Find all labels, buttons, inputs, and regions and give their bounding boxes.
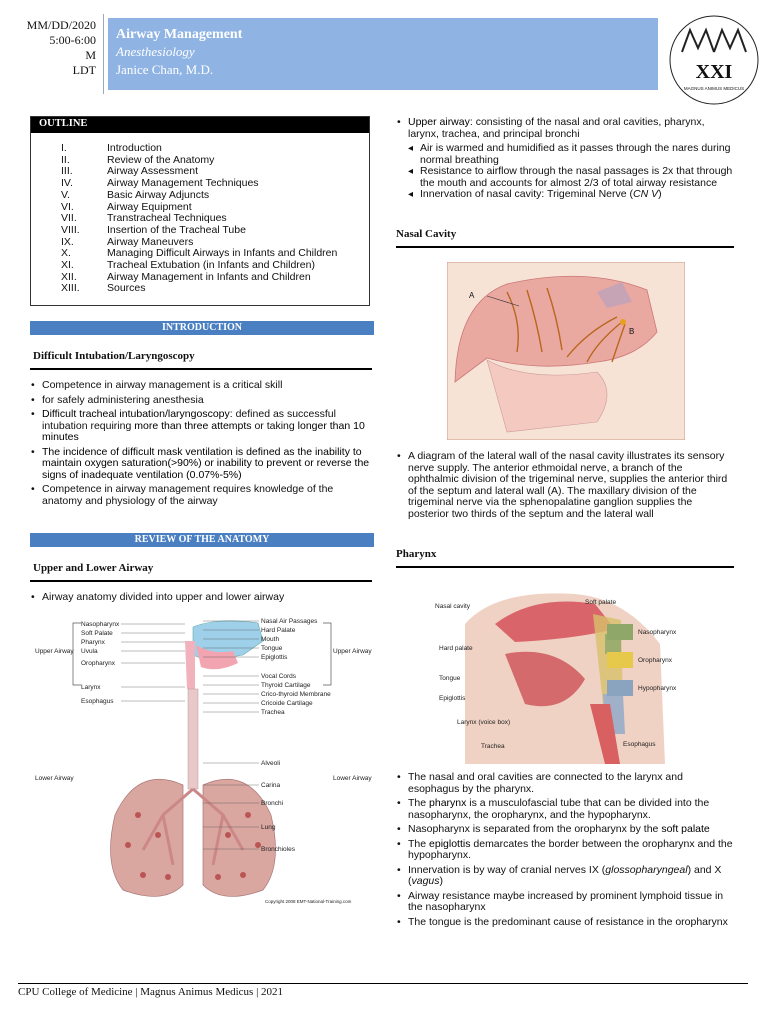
nasal-cavity-figure <box>447 262 685 440</box>
lecture-date: MM/DD/2020 <box>26 18 96 32</box>
anatomy-label: Crico-thyroid Membrane <box>261 691 331 698</box>
outline-item-text: Introduction <box>107 142 162 154</box>
outline-item-number: VIII. <box>61 223 80 236</box>
label-trachea: Trachea <box>481 743 505 750</box>
anatomy-label: Nasal Air Passages <box>261 618 318 625</box>
legend-hypopharynx: Hypopharynx <box>638 685 677 692</box>
outline-item-text: Sources <box>107 282 146 295</box>
anatomy-label: Tongue <box>261 645 283 652</box>
heading-rule <box>396 246 734 248</box>
label-epiglottis: Epiglottis <box>439 695 466 702</box>
heading-pharynx: Pharynx <box>396 548 437 560</box>
list-item: • The pharynx is a musculofascial tube that can be divided into the nasopharynx, the oropharynx, and the hypopharynx. <box>396 798 736 821</box>
legend-oropharynx: Oropharynx <box>638 657 672 664</box>
outline-item-number: II. <box>61 153 70 166</box>
list-item: • Airway resistance maybe increased by prominent lymphoid tissue in the nasopharynx <box>396 891 736 914</box>
outline-title: OUTLINE <box>31 117 369 133</box>
upper-airway-label-left: Upper Airway <box>35 648 74 655</box>
label-b: B <box>629 327 635 336</box>
svg-text:MAGNUS ANIMUS MEDICUS: MAGNUS ANIMUS MEDICUS <box>683 86 745 91</box>
anatomy-bullets <box>30 592 372 607</box>
heading-upper-lower-airway: Upper and Lower Airway <box>33 562 154 574</box>
list-item: • Innervation is by way of cranial nerves IX (glossopharyngeal) and X (vagus) <box>396 865 736 888</box>
pharynx-figure <box>425 584 695 764</box>
title-banner <box>108 18 658 90</box>
list-item: • Competence in airway management requires knowledge of the anatomy and physiology of the airway <box>30 484 372 507</box>
list-item: • for safely administering anesthesia <box>30 395 372 407</box>
page-footer: CPU College of Medicine | Magnus Animus Medicus | 2021 <box>18 983 748 998</box>
header-divider <box>103 14 104 94</box>
outline-item-number: I. <box>61 142 67 154</box>
document-author: Janice Chan, M.D. <box>116 62 214 77</box>
list-item: • The tongue is the predominant cause of resistance in the oropharynx <box>396 917 736 929</box>
trachea-shape <box>188 689 198 789</box>
outline-item <box>61 260 369 272</box>
outline-item-number: XI. <box>61 259 74 272</box>
lecture-day: M <box>85 48 96 62</box>
outline-item-text: Airway Management in Infants and Children <box>107 270 311 283</box>
list-item: • The incidence of difficult mask ventilation is defined as the inability to maintain oxygen saturation(>90%) or inability to prevent or reverse the signs of inadequate ventilation (0.07%-5%) <box>30 447 372 482</box>
sub-item: ◂ Resistance to airflow through the nasal passages is 2x that through the mouth and accounts for almost 2/3 of total airway resistance <box>396 166 736 189</box>
upper-airway-bullets <box>396 117 736 201</box>
outline-item-number: VI. <box>61 200 74 213</box>
anatomy-label: Cricoide Cartilage <box>261 700 313 707</box>
anatomy-label: Trachea <box>261 709 285 716</box>
anatomy-label: Larynx <box>81 684 101 691</box>
document-title: Airway Management <box>116 27 243 42</box>
right-lung-shape <box>203 779 276 896</box>
list-item: • Competence in airway management is a critical skill <box>30 380 372 392</box>
list-item: • Nasopharynx is separated from the oropharynx by the soft palate <box>396 824 736 836</box>
outline-item-number: XIII. <box>61 282 80 295</box>
upper-airway-label-right: Upper Airway <box>333 648 372 655</box>
outline-item-text: Insertion of the Tracheal Tube <box>107 223 246 236</box>
anatomy-label: Pharynx <box>81 639 105 646</box>
sub-item: ◂ Innervation of nasal cavity: Trigeminal Nerve (CN V) <box>396 189 736 201</box>
figure-copyright: Copyright 2008 EMT-National-Training.com <box>265 899 352 904</box>
nasal-caption <box>396 451 736 523</box>
section-bar-anatomy: REVIEW OF THE ANATOMY <box>30 533 374 547</box>
label-nasal-cavity: Nasal cavity <box>435 603 471 610</box>
outline-item-number: VII. <box>61 212 77 225</box>
lecture-meta <box>8 18 96 78</box>
label-larynx: Larynx (voice box) <box>457 719 511 726</box>
outline-item-text: Transtracheal Techniques <box>107 212 227 225</box>
outline-item-text: Airway Maneuvers <box>107 235 194 248</box>
lower-airway-label-left: Lower Airway <box>35 775 74 782</box>
anatomy-label: Bronchioles <box>261 846 295 853</box>
pharynx-bullets <box>396 772 736 931</box>
list-item: • The epiglottis demarcates the border between the oropharynx and the hypopharynx. <box>396 839 736 862</box>
outline-item-number: IV. <box>61 177 73 190</box>
label-esophagus: Esophagus <box>623 741 656 748</box>
list-item: • Airway anatomy divided into upper and lower airway <box>30 592 372 604</box>
heading-difficult-intubation: Difficult Intubation/Laryngoscopy <box>33 350 195 362</box>
outline-list <box>31 133 369 295</box>
lecture-time: 5:00-6:00 <box>49 33 96 47</box>
legend-nasopharynx: Nasopharynx <box>638 629 677 636</box>
anatomy-label: Mouth <box>261 636 280 643</box>
left-lung-shape <box>111 779 184 896</box>
outline-item-text: Review of the Anatomy <box>107 153 215 166</box>
outline-item-number: V. <box>61 188 70 201</box>
outline-item <box>61 283 369 295</box>
anatomy-label: Lung <box>261 824 276 831</box>
anatomy-label: Esophagus <box>81 698 114 705</box>
outline-item <box>61 190 369 202</box>
legend-swatch-oropharynx <box>607 652 633 668</box>
list-item: • Upper airway: consisting of the nasal and oral cavities, pharynx, larynx, trachea, and principal bronchi <box>396 117 736 140</box>
label-a: A <box>469 291 475 300</box>
anatomy-label: Alveoli <box>261 760 281 767</box>
svg-text:XXI: XXI <box>695 61 733 83</box>
anatomy-label: Oropharynx <box>81 660 115 667</box>
outline-item <box>61 225 369 237</box>
anatomy-label: Epiglottis <box>261 654 288 661</box>
outline-item <box>61 143 369 155</box>
heading-nasal-cavity: Nasal Cavity <box>396 228 457 240</box>
list-item: • A diagram of the lateral wall of the nasal cavity illustrates its sensory nerve supply. The anterior ethmoidal nerve, a branch of the ophthalmic division of the trigeminal nerve, supplies the anterior third of the septum and lateral wall (A). The maxillary division of the trigeminal nerve via the sphenopalatine ganglion supplies the posterior two thirds of the septum and the lateral wall <box>396 451 736 520</box>
outline-item-text: Basic Airway Adjuncts <box>107 188 210 201</box>
lower-airway-label-right: Lower Airway <box>333 775 372 782</box>
anatomy-label: Hard Palate <box>261 627 296 634</box>
label-tongue: Tongue <box>439 675 461 682</box>
section-bar-introduction: INTRODUCTION <box>30 321 374 335</box>
sub-item: ◂ Air is warmed and humidified as it passes through the nares during normal breathing <box>396 143 736 166</box>
list-item: • Difficult tracheal intubation/laryngoscopy: defined as successful intubation requiring more than three attempts or taking longer than 10 minutes <box>30 409 372 444</box>
pharynx-shape <box>185 641 195 689</box>
anatomy-label: Bronchi <box>261 800 284 807</box>
document-subject: Anesthesiology <box>116 44 195 59</box>
lecture-room: LDT <box>72 63 96 77</box>
anatomy-label: Thyroid Cartilage <box>261 682 311 689</box>
outline-item-number: III. <box>61 165 73 178</box>
heading-rule <box>30 368 372 370</box>
outline-item-text: Tracheal Extubation (in Infants and Children) <box>107 259 315 272</box>
class-logo <box>668 14 760 106</box>
anatomy-label: Vocal Cords <box>261 673 297 680</box>
airway-anatomy-figure <box>33 615 373 907</box>
list-item: • The nasal and oral cavities are connected to the larynx and esophagus by the pharynx. <box>396 772 736 795</box>
intro-bullets <box>30 380 372 510</box>
outline-item-number: XII. <box>61 270 77 283</box>
label-soft-palate: Soft palate <box>585 599 617 606</box>
anatomy-label: Uvula <box>81 648 98 655</box>
legend-swatch-hypopharynx <box>607 680 633 696</box>
outline-item-text: Airway Equipment <box>107 200 192 213</box>
outline-item-number: X. <box>61 247 71 260</box>
anatomy-label: Nasopharynx <box>81 621 120 628</box>
anatomy-label: Carina <box>261 782 281 789</box>
legend-swatch-nasopharynx <box>607 624 633 640</box>
outline-item-text: Airway Management Techniques <box>107 177 259 190</box>
anatomy-label: Soft Palate <box>81 630 113 637</box>
outline-item-number: IX. <box>61 235 74 248</box>
outline-item-text: Managing Difficult Airways in Infants and Children <box>107 247 338 260</box>
heading-rule <box>396 566 734 568</box>
label-hard-palate: Hard palate <box>439 645 473 652</box>
outline-item-text: Airway Assessment <box>107 165 199 178</box>
outline-box <box>30 116 370 306</box>
heading-rule <box>30 580 372 582</box>
